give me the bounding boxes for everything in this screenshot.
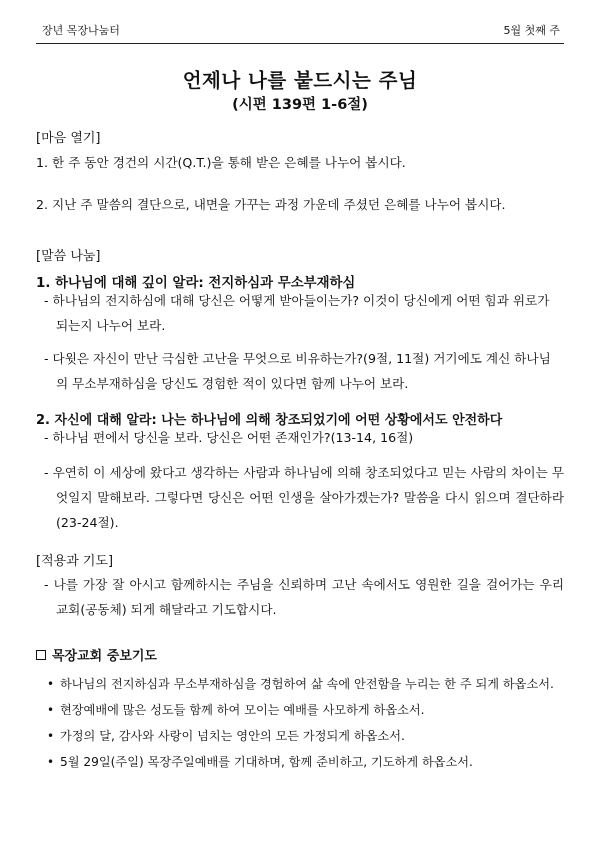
apply-text: - 나를 가장 잘 아시고 함께하시는 주님을 신뢰하며 고난 속에서도 영원한 길을 걸어가는 우리 교회(공동체) 되게 해달라고 기도합시다. [44,577,564,617]
question-2: - 다윗은 자신이 만난 극심한 고난을 무엇으로 비유하는가?(9절, 11절) 거기에도 계신 하나님의 무소부재하심을 당신도 경험한 적이 있다면 함께 나누어 보라. [44,351,551,391]
prayer-item-2: 현장예배에 많은 성도들 함께 하여 모이는 예배를 사모하게 하옵소서. [60,703,425,717]
word-label: [말씀 나눔] [36,249,101,264]
prayer-item-3: 가정의 달, 감사와 사랑이 넘치는 영안의 모든 가정되게 하옵소서. [60,729,405,743]
list-item [36,697,564,723]
apply-label: [적용과 기도] [36,554,114,569]
prayer-item-1: 하나님의 전지하심과 무소부재하심을 경험하여 삶 속에 안전함을 누리는 한 주 되게 하옵소서. [60,677,554,691]
prayer-item-4: 5월 29일(주일) 목장주일예배를 기대하며, 함께 준비하고, 기도하게 하옵소서. [60,755,473,769]
intercession-list-wrap [36,671,564,775]
page-title: 언제나 나를 붙드시는 주님 [182,69,418,92]
list-item [36,723,564,749]
header-week: 5월 첫째 주 [503,24,560,37]
opening-label: [마음 열기] [36,131,101,146]
scripture-reference: (시편 139편 1-6절) [232,97,368,113]
question-4: - 우연히 이 세상에 왔다고 생각하는 사람과 하나님에 의해 창조되었다고 믿는 사람의 차이는 무엇일지 말해보라. 그렇다면 당신은 어떤 인생을 살아가겠는가? 말씀을 다시 읽으며 결단하라(23-24절). [44,465,564,530]
intercession-list [36,671,564,775]
intercession-title-text: 목장교회 중보기도 [52,649,157,664]
question-3: - 하나님 편에서 당신을 보라. 당신은 어떤 존재인가?(13-14, 16절) [44,430,414,445]
header-group-name: 장년 목장나눔터 [42,24,120,37]
checkbox-square-icon [36,650,46,660]
intercession-title [36,645,564,664]
bullet-icon: • [47,729,55,743]
list-item [36,671,564,697]
word-heading-2: 2. 자신에 대해 알라: 나는 하나님에 의해 창조되었기에 어떤 상황에서도 안전하다 [36,413,503,428]
bullet-icon: • [47,677,55,691]
opening-item-2: 2. 지난 주 말씀의 결단으로, 내면을 가꾸는 과정 가운데 주셨던 은혜를 나누어 봅시다. [36,197,506,212]
opening-item-1: 1. 한 주 동안 경건의 시간(Q.T.)을 통해 받은 은혜를 나누어 봅시다. [36,155,406,170]
bullet-icon: • [47,703,55,717]
bullet-icon: • [47,755,55,769]
question-1: - 하나님의 전지하심에 대해 당신은 어떻게 받아들이는가? 이것이 당신에게 어떤 힘과 위로가 되는지 나누어 보라. [44,293,550,333]
word-heading-1: 1. 하나님에 대해 깊이 알라: 전지하심과 무소부재하심 [36,276,356,291]
list-item [36,749,564,775]
page-header [36,22,564,44]
